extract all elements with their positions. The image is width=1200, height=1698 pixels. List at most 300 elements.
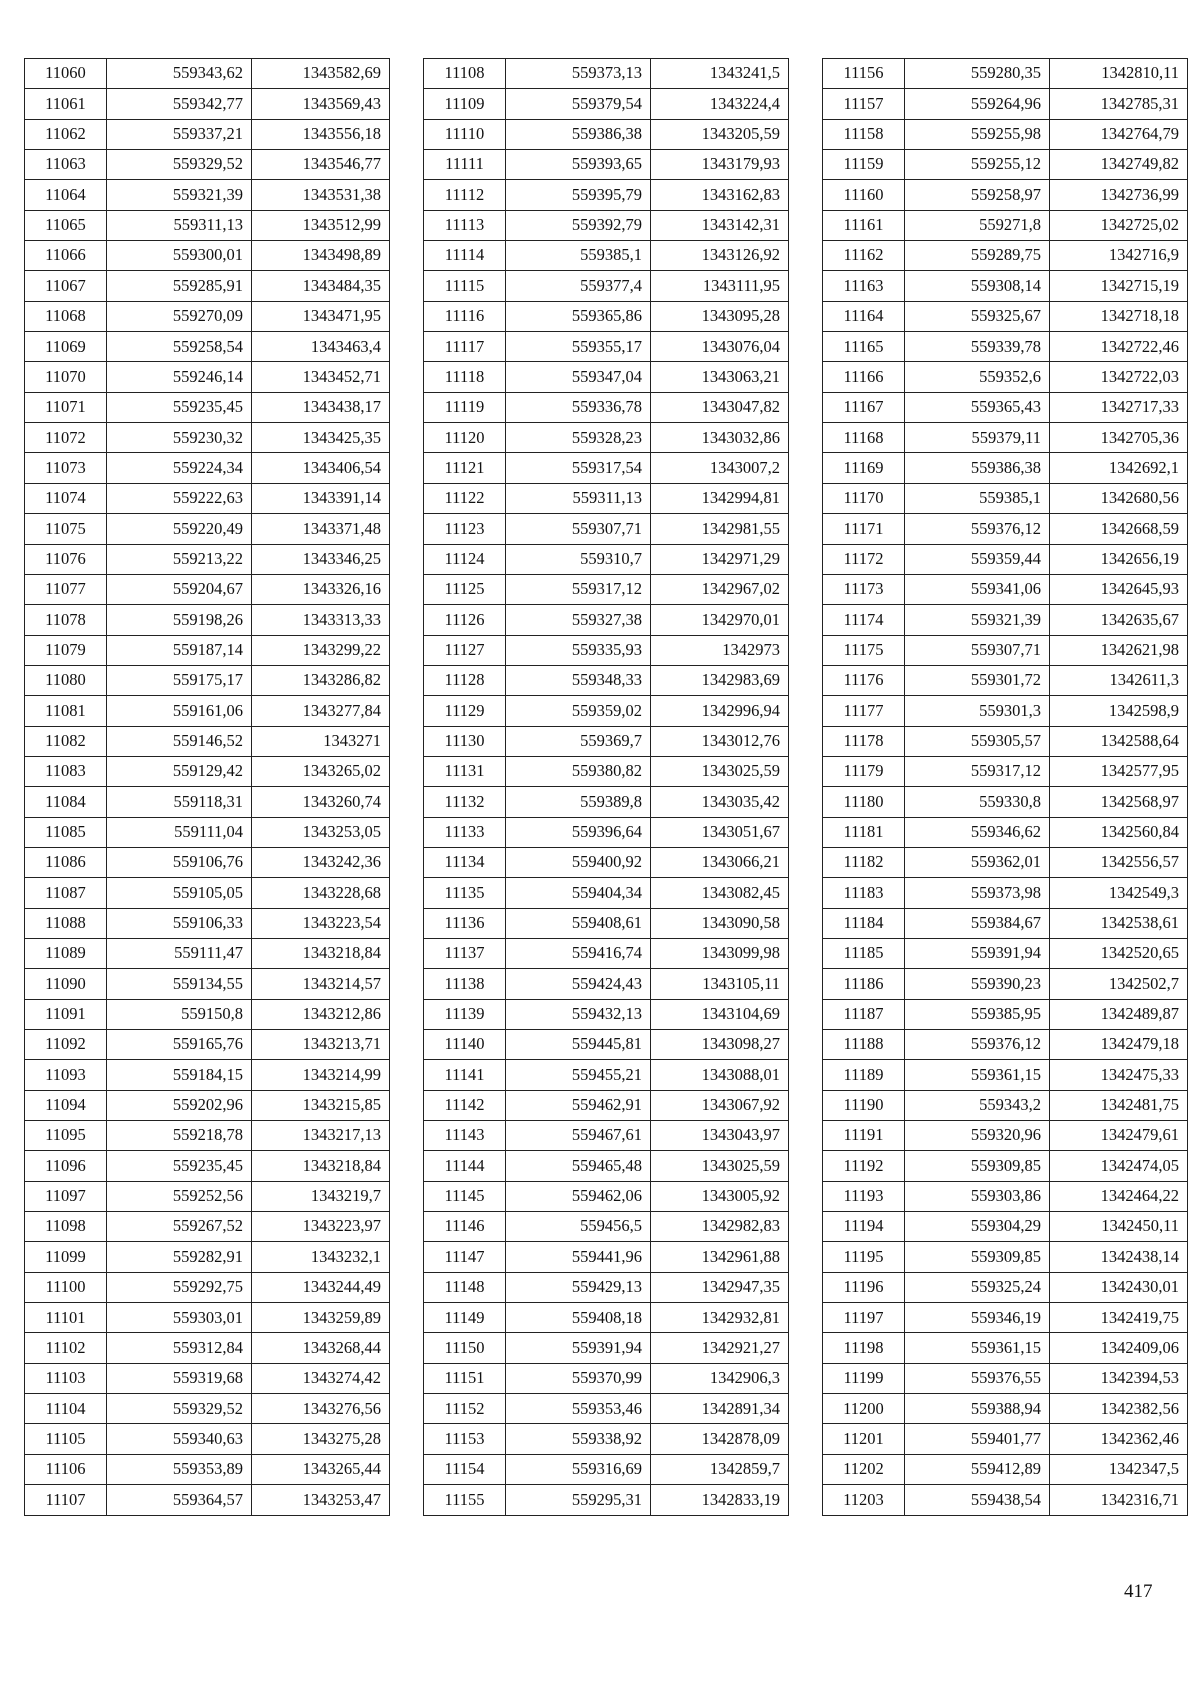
point-number-cell: 11076	[25, 544, 107, 574]
table-row	[823, 423, 1188, 453]
x-coordinate-cell: 559220,49	[107, 514, 252, 544]
y-coordinate-cell: 1343212,86	[252, 999, 390, 1029]
table-row	[424, 665, 789, 695]
y-coordinate-cell: 1342722,03	[1050, 362, 1188, 392]
point-number-cell: 11110	[424, 119, 506, 149]
point-number-cell: 11120	[424, 423, 506, 453]
point-number-cell: 11095	[25, 1121, 107, 1151]
table-row	[424, 938, 789, 968]
table-row	[25, 362, 390, 392]
point-number-cell: 11130	[424, 726, 506, 756]
x-coordinate-cell: 559400,92	[506, 847, 651, 877]
y-coordinate-cell: 1343205,59	[651, 119, 789, 149]
x-coordinate-cell: 559165,76	[107, 1030, 252, 1060]
y-coordinate-cell: 1342982,83	[651, 1212, 789, 1242]
y-coordinate-cell: 1343425,35	[252, 423, 390, 453]
y-coordinate-cell: 1342764,79	[1050, 119, 1188, 149]
table-row	[25, 1424, 390, 1454]
x-coordinate-cell: 559455,21	[506, 1060, 651, 1090]
table-row	[823, 938, 1188, 968]
x-coordinate-cell: 559456,5	[506, 1212, 651, 1242]
y-coordinate-cell: 1343406,54	[252, 453, 390, 483]
table-row	[424, 1121, 789, 1151]
x-coordinate-cell: 559408,61	[506, 908, 651, 938]
y-coordinate-cell: 1342502,7	[1050, 969, 1188, 999]
y-coordinate-cell: 1343326,16	[252, 574, 390, 604]
y-coordinate-cell: 1343162,83	[651, 180, 789, 210]
table-row	[823, 1454, 1188, 1484]
point-number-cell: 11087	[25, 878, 107, 908]
y-coordinate-cell: 1343228,68	[252, 878, 390, 908]
y-coordinate-cell: 1343299,22	[252, 635, 390, 665]
y-coordinate-cell: 1342967,02	[651, 574, 789, 604]
y-coordinate-cell: 1343498,89	[252, 241, 390, 271]
y-coordinate-cell: 1342479,18	[1050, 1030, 1188, 1060]
point-number-cell: 11096	[25, 1151, 107, 1181]
y-coordinate-cell: 1342971,29	[651, 544, 789, 574]
x-coordinate-cell: 559252,56	[107, 1181, 252, 1211]
x-coordinate-cell: 559222,63	[107, 483, 252, 513]
point-number-cell: 11157	[823, 89, 905, 119]
y-coordinate-cell: 1343111,95	[651, 271, 789, 301]
y-coordinate-cell: 1343005,92	[651, 1181, 789, 1211]
y-coordinate-cell: 1342878,09	[651, 1424, 789, 1454]
table-row	[823, 1090, 1188, 1120]
x-coordinate-cell: 559267,52	[107, 1212, 252, 1242]
x-coordinate-cell: 559230,32	[107, 423, 252, 453]
x-coordinate-cell: 559255,12	[905, 150, 1050, 180]
x-coordinate-cell: 559311,13	[506, 483, 651, 513]
y-coordinate-cell: 1343512,99	[252, 210, 390, 240]
x-coordinate-cell: 559285,91	[107, 271, 252, 301]
x-coordinate-cell: 559146,52	[107, 726, 252, 756]
x-coordinate-cell: 559330,8	[905, 787, 1050, 817]
y-coordinate-cell: 1343569,43	[252, 89, 390, 119]
x-coordinate-cell: 559338,92	[506, 1424, 651, 1454]
point-number-cell: 11174	[823, 605, 905, 635]
table-row	[25, 1121, 390, 1151]
y-coordinate-cell: 1342656,19	[1050, 544, 1188, 574]
table-row	[823, 999, 1188, 1029]
x-coordinate-cell: 559312,84	[107, 1333, 252, 1363]
x-coordinate-cell: 559390,23	[905, 969, 1050, 999]
y-coordinate-cell: 1342891,34	[651, 1394, 789, 1424]
point-number-cell: 11083	[25, 756, 107, 786]
table-row	[424, 605, 789, 635]
point-number-cell: 11140	[424, 1030, 506, 1060]
table-row	[25, 59, 390, 89]
point-number-cell: 11103	[25, 1363, 107, 1393]
table-row	[424, 1363, 789, 1393]
x-coordinate-cell: 559321,39	[905, 605, 1050, 635]
x-coordinate-cell: 559441,96	[506, 1242, 651, 1272]
x-coordinate-cell: 559404,34	[506, 878, 651, 908]
x-coordinate-cell: 559353,89	[107, 1454, 252, 1484]
y-coordinate-cell: 1342725,02	[1050, 210, 1188, 240]
table-row	[424, 1424, 789, 1454]
x-coordinate-cell: 559337,21	[107, 119, 252, 149]
y-coordinate-cell: 1342668,59	[1050, 514, 1188, 544]
y-coordinate-cell: 1343035,42	[651, 787, 789, 817]
y-coordinate-cell: 1343463,4	[252, 332, 390, 362]
table-row	[25, 1242, 390, 1272]
coordinate-table-body	[823, 59, 1188, 1516]
x-coordinate-cell: 559134,55	[107, 969, 252, 999]
x-coordinate-cell: 559317,12	[506, 574, 651, 604]
point-number-cell: 11172	[823, 544, 905, 574]
table-row	[25, 1303, 390, 1333]
table-row	[823, 1303, 1188, 1333]
point-number-cell: 11166	[823, 362, 905, 392]
point-number-cell: 11106	[25, 1454, 107, 1484]
x-coordinate-cell: 559258,54	[107, 332, 252, 362]
x-coordinate-cell: 559373,13	[506, 59, 651, 89]
point-number-cell: 11168	[823, 423, 905, 453]
x-coordinate-cell: 559386,38	[506, 119, 651, 149]
point-number-cell: 11142	[424, 1090, 506, 1120]
point-number-cell: 11116	[424, 301, 506, 331]
table-row	[424, 423, 789, 453]
point-number-cell: 11169	[823, 453, 905, 483]
y-coordinate-cell: 1343218,84	[252, 1151, 390, 1181]
x-coordinate-cell: 559355,17	[506, 332, 651, 362]
table-row	[25, 726, 390, 756]
x-coordinate-cell: 559364,57	[107, 1485, 252, 1515]
point-number-cell: 11160	[823, 180, 905, 210]
point-number-cell: 11078	[25, 605, 107, 635]
coordinate-table-3	[822, 58, 1188, 1516]
point-number-cell: 11186	[823, 969, 905, 999]
table-row	[823, 696, 1188, 726]
x-coordinate-cell: 559270,09	[107, 301, 252, 331]
x-coordinate-cell: 559353,46	[506, 1394, 651, 1424]
x-coordinate-cell: 559342,77	[107, 89, 252, 119]
table-row	[424, 1151, 789, 1181]
point-number-cell: 11153	[424, 1424, 506, 1454]
x-coordinate-cell: 559432,13	[506, 999, 651, 1029]
point-number-cell: 11127	[424, 635, 506, 665]
y-coordinate-cell: 1342716,9	[1050, 241, 1188, 271]
x-coordinate-cell: 559325,67	[905, 301, 1050, 331]
point-number-cell: 11114	[424, 241, 506, 271]
x-coordinate-cell: 559111,04	[107, 817, 252, 847]
table-row	[823, 817, 1188, 847]
table-row	[25, 453, 390, 483]
x-coordinate-cell: 559187,14	[107, 635, 252, 665]
y-coordinate-cell: 1342419,75	[1050, 1303, 1188, 1333]
x-coordinate-cell: 559218,78	[107, 1121, 252, 1151]
point-number-cell: 11163	[823, 271, 905, 301]
table-row	[25, 1030, 390, 1060]
y-coordinate-cell: 1343090,58	[651, 908, 789, 938]
x-coordinate-cell: 559370,99	[506, 1363, 651, 1393]
point-number-cell: 11062	[25, 119, 107, 149]
table-row	[25, 665, 390, 695]
point-number-cell: 11146	[424, 1212, 506, 1242]
x-coordinate-cell: 559377,4	[506, 271, 651, 301]
x-coordinate-cell: 559343,2	[905, 1090, 1050, 1120]
y-coordinate-cell: 1343012,76	[651, 726, 789, 756]
x-coordinate-cell: 559347,04	[506, 362, 651, 392]
x-coordinate-cell: 559202,96	[107, 1090, 252, 1120]
x-coordinate-cell: 559321,39	[107, 180, 252, 210]
table-row	[823, 1424, 1188, 1454]
table-row	[25, 878, 390, 908]
table-row	[424, 999, 789, 1029]
point-number-cell: 11182	[823, 847, 905, 877]
y-coordinate-cell: 1342810,11	[1050, 59, 1188, 89]
table-row	[25, 1060, 390, 1090]
table-row	[823, 908, 1188, 938]
table-row	[823, 89, 1188, 119]
x-coordinate-cell: 559328,23	[506, 423, 651, 453]
x-coordinate-cell: 559258,97	[905, 180, 1050, 210]
table-row	[424, 969, 789, 999]
table-row	[823, 1181, 1188, 1211]
x-coordinate-cell: 559329,52	[107, 150, 252, 180]
y-coordinate-cell: 1342705,36	[1050, 423, 1188, 453]
point-number-cell: 11181	[823, 817, 905, 847]
point-number-cell: 11123	[424, 514, 506, 544]
y-coordinate-cell: 1342981,55	[651, 514, 789, 544]
point-number-cell: 11108	[424, 59, 506, 89]
point-number-cell: 11188	[823, 1030, 905, 1060]
x-coordinate-cell: 559320,96	[905, 1121, 1050, 1151]
y-coordinate-cell: 1343582,69	[252, 59, 390, 89]
y-coordinate-cell: 1343007,2	[651, 453, 789, 483]
y-coordinate-cell: 1342549,3	[1050, 878, 1188, 908]
point-number-cell: 11192	[823, 1151, 905, 1181]
table-row	[424, 119, 789, 149]
y-coordinate-cell: 1342438,14	[1050, 1242, 1188, 1272]
point-number-cell: 11144	[424, 1151, 506, 1181]
y-coordinate-cell: 1342394,53	[1050, 1363, 1188, 1393]
y-coordinate-cell: 1343531,38	[252, 180, 390, 210]
x-coordinate-cell: 559412,89	[905, 1454, 1050, 1484]
point-number-cell: 11175	[823, 635, 905, 665]
table-row	[424, 150, 789, 180]
table-row	[424, 1454, 789, 1484]
table-row	[424, 89, 789, 119]
y-coordinate-cell: 1343051,67	[651, 817, 789, 847]
point-number-cell: 11150	[424, 1333, 506, 1363]
table-row	[424, 392, 789, 422]
x-coordinate-cell: 559465,48	[506, 1151, 651, 1181]
x-coordinate-cell: 559105,05	[107, 878, 252, 908]
table-row	[25, 605, 390, 635]
table-row	[823, 787, 1188, 817]
y-coordinate-cell: 1342611,3	[1050, 665, 1188, 695]
point-number-cell: 11147	[424, 1242, 506, 1272]
point-number-cell: 11132	[424, 787, 506, 817]
x-coordinate-cell: 559380,82	[506, 756, 651, 786]
x-coordinate-cell: 559343,62	[107, 59, 252, 89]
table-row	[823, 726, 1188, 756]
x-coordinate-cell: 559379,54	[506, 89, 651, 119]
point-number-cell: 11075	[25, 514, 107, 544]
x-coordinate-cell: 559396,64	[506, 817, 651, 847]
y-coordinate-cell: 1343223,97	[252, 1212, 390, 1242]
point-number-cell: 11151	[424, 1363, 506, 1393]
x-coordinate-cell: 559317,54	[506, 453, 651, 483]
point-number-cell: 11149	[424, 1303, 506, 1333]
table-row	[823, 665, 1188, 695]
point-number-cell: 11097	[25, 1181, 107, 1211]
x-coordinate-cell: 559361,15	[905, 1333, 1050, 1363]
x-coordinate-cell: 559335,93	[506, 635, 651, 665]
y-coordinate-cell: 1343088,01	[651, 1060, 789, 1090]
point-number-cell: 11084	[25, 787, 107, 817]
table-row	[823, 1272, 1188, 1302]
x-coordinate-cell: 559392,79	[506, 210, 651, 240]
y-coordinate-cell: 1343224,4	[651, 89, 789, 119]
point-number-cell: 11060	[25, 59, 107, 89]
point-number-cell: 11122	[424, 483, 506, 513]
table-row	[823, 1242, 1188, 1272]
x-coordinate-cell: 559255,98	[905, 119, 1050, 149]
y-coordinate-cell: 1343371,48	[252, 514, 390, 544]
y-coordinate-cell: 1343241,5	[651, 59, 789, 89]
point-number-cell: 11061	[25, 89, 107, 119]
y-coordinate-cell: 1342921,27	[651, 1333, 789, 1363]
point-number-cell: 11094	[25, 1090, 107, 1120]
y-coordinate-cell: 1342588,64	[1050, 726, 1188, 756]
point-number-cell: 11079	[25, 635, 107, 665]
y-coordinate-cell: 1343253,05	[252, 817, 390, 847]
table-row	[424, 241, 789, 271]
x-coordinate-cell: 559352,6	[905, 362, 1050, 392]
y-coordinate-cell: 1342382,56	[1050, 1394, 1188, 1424]
table-row	[25, 938, 390, 968]
point-number-cell: 11202	[823, 1454, 905, 1484]
point-number-cell: 11131	[424, 756, 506, 786]
point-number-cell: 11081	[25, 696, 107, 726]
point-number-cell: 11200	[823, 1394, 905, 1424]
y-coordinate-cell: 1343104,69	[651, 999, 789, 1029]
x-coordinate-cell: 559292,75	[107, 1272, 252, 1302]
y-coordinate-cell: 1343099,98	[651, 938, 789, 968]
table-row	[823, 544, 1188, 574]
table-row	[424, 1090, 789, 1120]
x-coordinate-cell: 559325,24	[905, 1272, 1050, 1302]
y-coordinate-cell: 1342568,97	[1050, 787, 1188, 817]
x-coordinate-cell: 559376,12	[905, 1030, 1050, 1060]
y-coordinate-cell: 1343277,84	[252, 696, 390, 726]
y-coordinate-cell: 1342520,65	[1050, 938, 1188, 968]
table-row	[424, 59, 789, 89]
coordinate-table-body	[25, 59, 390, 1516]
y-coordinate-cell: 1343452,71	[252, 362, 390, 392]
point-number-cell: 11194	[823, 1212, 905, 1242]
point-number-cell: 11071	[25, 392, 107, 422]
table-row	[25, 119, 390, 149]
table-row	[424, 787, 789, 817]
y-coordinate-cell: 1343265,02	[252, 756, 390, 786]
point-number-cell: 11135	[424, 878, 506, 908]
table-row	[823, 119, 1188, 149]
y-coordinate-cell: 1343276,56	[252, 1394, 390, 1424]
y-coordinate-cell: 1343223,54	[252, 908, 390, 938]
point-number-cell: 11195	[823, 1242, 905, 1272]
y-coordinate-cell: 1342560,84	[1050, 817, 1188, 847]
x-coordinate-cell: 559438,54	[905, 1485, 1050, 1515]
y-coordinate-cell: 1343217,13	[252, 1121, 390, 1151]
table-row	[25, 271, 390, 301]
x-coordinate-cell: 559317,12	[905, 756, 1050, 786]
x-coordinate-cell: 559198,26	[107, 605, 252, 635]
table-row	[25, 241, 390, 271]
table-row	[823, 150, 1188, 180]
point-number-cell: 11197	[823, 1303, 905, 1333]
x-coordinate-cell: 559359,02	[506, 696, 651, 726]
point-number-cell: 11185	[823, 938, 905, 968]
y-coordinate-cell: 1342316,71	[1050, 1485, 1188, 1515]
y-coordinate-cell: 1343471,95	[252, 301, 390, 331]
point-number-cell: 11066	[25, 241, 107, 271]
point-number-cell: 11102	[25, 1333, 107, 1363]
point-number-cell: 11099	[25, 1242, 107, 1272]
y-coordinate-cell: 1342556,57	[1050, 847, 1188, 877]
y-coordinate-cell: 1342932,81	[651, 1303, 789, 1333]
x-coordinate-cell: 559271,8	[905, 210, 1050, 240]
y-coordinate-cell: 1343242,36	[252, 847, 390, 877]
y-coordinate-cell: 1342973	[651, 635, 789, 665]
y-coordinate-cell: 1342736,99	[1050, 180, 1188, 210]
x-coordinate-cell: 559408,18	[506, 1303, 651, 1333]
point-number-cell: 11105	[25, 1424, 107, 1454]
point-number-cell: 11154	[424, 1454, 506, 1484]
point-number-cell: 11179	[823, 756, 905, 786]
table-row	[823, 574, 1188, 604]
table-row	[25, 847, 390, 877]
table-row	[424, 1242, 789, 1272]
table-row	[823, 1030, 1188, 1060]
point-number-cell: 11141	[424, 1060, 506, 1090]
x-coordinate-cell: 559393,65	[506, 150, 651, 180]
point-number-cell: 11148	[424, 1272, 506, 1302]
point-number-cell: 11159	[823, 150, 905, 180]
x-coordinate-cell: 559384,67	[905, 908, 1050, 938]
page-number: 417	[1124, 1581, 1153, 1602]
x-coordinate-cell: 559224,34	[107, 453, 252, 483]
y-coordinate-cell: 1342577,95	[1050, 756, 1188, 786]
y-coordinate-cell: 1343275,28	[252, 1424, 390, 1454]
x-coordinate-cell: 559304,29	[905, 1212, 1050, 1242]
y-coordinate-cell: 1342635,67	[1050, 605, 1188, 635]
x-coordinate-cell: 559184,15	[107, 1060, 252, 1090]
x-coordinate-cell: 559327,38	[506, 605, 651, 635]
x-coordinate-cell: 559365,43	[905, 392, 1050, 422]
y-coordinate-cell: 1343260,74	[252, 787, 390, 817]
table-row	[25, 908, 390, 938]
table-row	[823, 1121, 1188, 1151]
y-coordinate-cell: 1342464,22	[1050, 1181, 1188, 1211]
coordinate-table-2	[423, 58, 789, 1516]
table-row	[25, 574, 390, 604]
x-coordinate-cell: 559316,69	[506, 1454, 651, 1484]
point-number-cell: 11156	[823, 59, 905, 89]
table-row	[424, 878, 789, 908]
point-number-cell: 11124	[424, 544, 506, 574]
point-number-cell: 11112	[424, 180, 506, 210]
point-number-cell: 11164	[823, 301, 905, 331]
y-coordinate-cell: 1342598,9	[1050, 696, 1188, 726]
point-number-cell: 11128	[424, 665, 506, 695]
y-coordinate-cell: 1343142,31	[651, 210, 789, 240]
point-number-cell: 11171	[823, 514, 905, 544]
y-coordinate-cell: 1342749,82	[1050, 150, 1188, 180]
point-number-cell: 11117	[424, 332, 506, 362]
